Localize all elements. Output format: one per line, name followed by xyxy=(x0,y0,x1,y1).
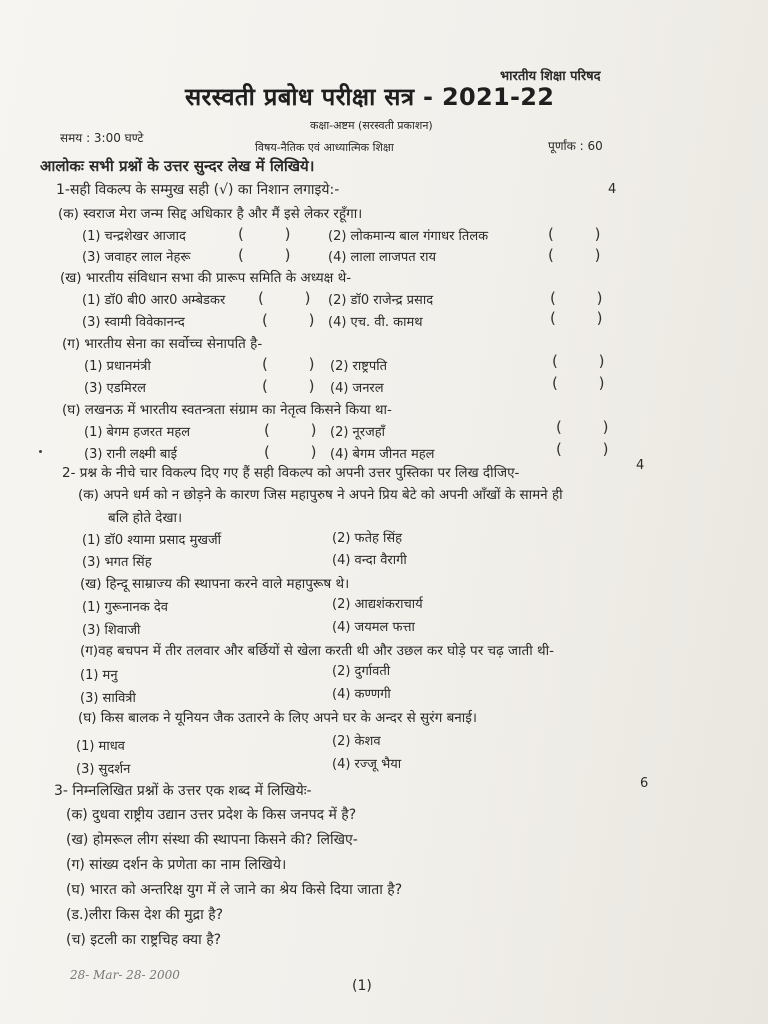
answer-box: ( ) xyxy=(556,418,627,436)
instruction-note: आलोकः सभी प्रश्नों के उत्तर सुन्दर लेख में लिखिये। xyxy=(40,157,315,175)
q3-item-ga: (ग) सांख्य दर्शन के प्रणेता का नाम लिखिये। xyxy=(66,857,287,873)
q3-item-gha: (घ) भारत को अन्तरिक्ष युग में ले जाने का श्रेय किसे दिया जाता है? xyxy=(66,882,403,898)
q2-ga-option-3: (3) सावित्री xyxy=(80,691,136,706)
q2-ga-option-2: (2) दुर्गावती xyxy=(332,664,391,679)
q1-kha-option-1: (1) डॉ0 बी0 आर0 अम्बेडकर xyxy=(82,293,226,308)
q2-kha-option-1: (1) गुरूनानक देव xyxy=(82,600,169,615)
answer-box: ( ) xyxy=(552,352,623,370)
answer-box: ( ) xyxy=(556,440,627,458)
q2-part-ga: (ग)वह बचपन में तीर तलवार और बर्छियों से खेला करती थी और उछल कर घोड़े पर चढ़ जाती थी- xyxy=(80,643,554,659)
q3-item-nga: (ड.)लीरा किस देश की मुद्रा है? xyxy=(66,907,224,923)
q2-gha-option-1: (1) माधव xyxy=(76,739,125,754)
answer-box: ( ) xyxy=(262,311,333,329)
answer-box: ( ) xyxy=(262,355,333,373)
exam-title: सरस्वती प्रबोध परीक्षा सत्र - 2021-22 xyxy=(185,83,555,111)
q1-kha-option-3: (3) स्वामी विवेकानन्द xyxy=(82,315,185,330)
q1-ga-option-1: (1) प्रधानमंत्री xyxy=(84,359,151,374)
q2-ga-option-1: (1) मनु xyxy=(80,668,118,683)
handwritten-date: 28- Mar- 28- 2000 xyxy=(70,968,180,982)
q1-kha-option-2: (2) डॉ0 राजेन्द्र प्रसाद xyxy=(328,293,434,308)
q1-part-ga: (ग) भारतीय सेना का सर्वोच्च सेनापति है- xyxy=(62,336,263,352)
q2-ka-option-3: (3) भगत सिंह xyxy=(82,555,152,570)
q1-ka-option-3: (3) जवाहर लाल नेहरू xyxy=(82,250,191,265)
answer-box: ( ) xyxy=(552,374,623,392)
subject-line: विषय-नैतिक एवं आध्यात्मिक शिक्षा xyxy=(255,141,394,154)
q1-gha-option-3: (3) रानी लक्ष्मी बाई xyxy=(84,447,177,462)
q1-gha-option-1: (1) बेगम हजरत महल xyxy=(84,425,191,440)
q1-ga-option-4: (4) जनरल xyxy=(330,381,384,396)
q1-gha-option-2: (2) नूरजहाँ xyxy=(330,425,385,440)
q2-kha-option-3: (3) शिवाजी xyxy=(82,623,141,638)
q2-marks: 4 xyxy=(636,458,645,473)
q2-heading: 2- प्रश्न के नीचे चार विकल्प दिए गए हैं सही विकल्प को अपनी उत्तर पुस्तिका पर लिख दीजिए- xyxy=(62,465,520,481)
q2-part-ka: (क) अपने धर्म को न छोड़ने के कारण जिस महापुरुष ने अपने प्रिय बेटे को अपनी आँखों के सामने ही xyxy=(78,487,563,503)
class-line: कक्षा-अष्टम (सरस्वती प्रकाशन) xyxy=(310,119,433,132)
q2-gha-option-3: (3) सुदर्शन xyxy=(76,762,131,777)
full-marks: पूर्णांक : 60 xyxy=(548,139,603,153)
q2-gha-option-2: (2) केशव xyxy=(332,734,381,749)
q3-item-cha: (च) इटली का राष्ट्रचिह क्या है? xyxy=(66,932,222,948)
q2-ka-option-1: (1) डॉ0 श्यामा प्रसाद मुखर्जी xyxy=(82,533,221,548)
answer-box: ( ) xyxy=(548,246,619,264)
q2-kha-option-2: (2) आद्यशंकराचार्य xyxy=(332,597,423,612)
q1-marks: 4 xyxy=(608,182,617,197)
q1-ka-option-2: (2) लोकमान्य बाल गंगाधर तिलक xyxy=(328,229,489,244)
answer-box: ( ) xyxy=(550,309,621,327)
stray-dot xyxy=(39,450,42,453)
answer-box: ( ) xyxy=(264,443,335,461)
q2-ka-option-4: (4) वन्दा वैरागी xyxy=(332,553,407,568)
answer-box: ( ) xyxy=(238,225,309,243)
answer-box: ( ) xyxy=(262,377,333,395)
q2-ga-option-4: (4) कण्णगी xyxy=(332,687,391,702)
q1-ka-option-1: (1) चन्द्रशेखर आजाद xyxy=(82,229,186,244)
answer-box: ( ) xyxy=(258,289,329,307)
q3-heading: 3- निम्नलिखित प्रश्नों के उत्तर एक शब्द में लिखियेः- xyxy=(54,783,312,799)
answer-box: ( ) xyxy=(548,225,619,243)
answer-box: ( ) xyxy=(264,421,335,439)
q1-gha-option-4: (4) बेगम जीनत महल xyxy=(330,447,435,462)
q1-ka-option-4: (4) लाला लाजपत राय xyxy=(328,250,437,265)
q2-gha-option-4: (4) रज्जू भैया xyxy=(332,757,402,772)
q2-part-gha: (घ) किस बालक ने यूनियन जैक उतारने के लिए अपने घर के अन्दर से सुरंग बनाई। xyxy=(78,710,478,726)
organization-name: भारतीय शिक्षा परिषद xyxy=(500,69,601,84)
q1-part-gha: (घ) लखनऊ में भारतीय स्वतन्त्रता संग्राम का नेतृत्व किसने किया था- xyxy=(62,402,392,418)
answer-box: ( ) xyxy=(238,246,309,264)
time-allowed: समय : 3:00 घण्टे xyxy=(60,131,144,145)
answer-box: ( ) xyxy=(550,289,621,307)
q3-marks: 6 xyxy=(640,776,649,791)
q1-part-ka: (क) स्वराज मेरा जन्म सिद्द अधिकार है और मैं इसे लेकर रहूँगा। xyxy=(58,206,363,222)
q2-part-ka-cont: बलि होते देखा। xyxy=(108,510,183,526)
q2-kha-option-4: (4) जयमल फत्ता xyxy=(332,620,415,635)
q3-item-kha: (ख) होमरूल लीग संस्था की स्थापना किसने की? लिखिए- xyxy=(66,832,358,848)
q2-part-kha: (ख) हिन्दू साम्राज्य की स्थापना करने वाले महापुरूष थे। xyxy=(80,576,350,592)
q1-ga-option-2: (2) राष्ट्रपति xyxy=(330,359,387,374)
q1-ga-option-3: (3) एडमिरल xyxy=(84,381,146,396)
q1-heading: 1-सही विकल्प के सम्मुख सही (√) का निशान लगाइये:- xyxy=(56,182,340,198)
q2-ka-option-2: (2) फतेह सिंह xyxy=(332,531,403,546)
q3-item-ka: (क) दुधवा राष्ट्रीय उद्यान उत्तर प्रदेश के किस जनपद में है? xyxy=(66,807,357,823)
q1-part-kha: (ख) भारतीय संविधान सभा की प्रारूप समिति के अध्यक्ष थे- xyxy=(60,270,352,286)
page-number: (1) xyxy=(352,978,372,994)
q1-kha-option-4: (4) एच. वी. कामथ xyxy=(328,315,423,330)
